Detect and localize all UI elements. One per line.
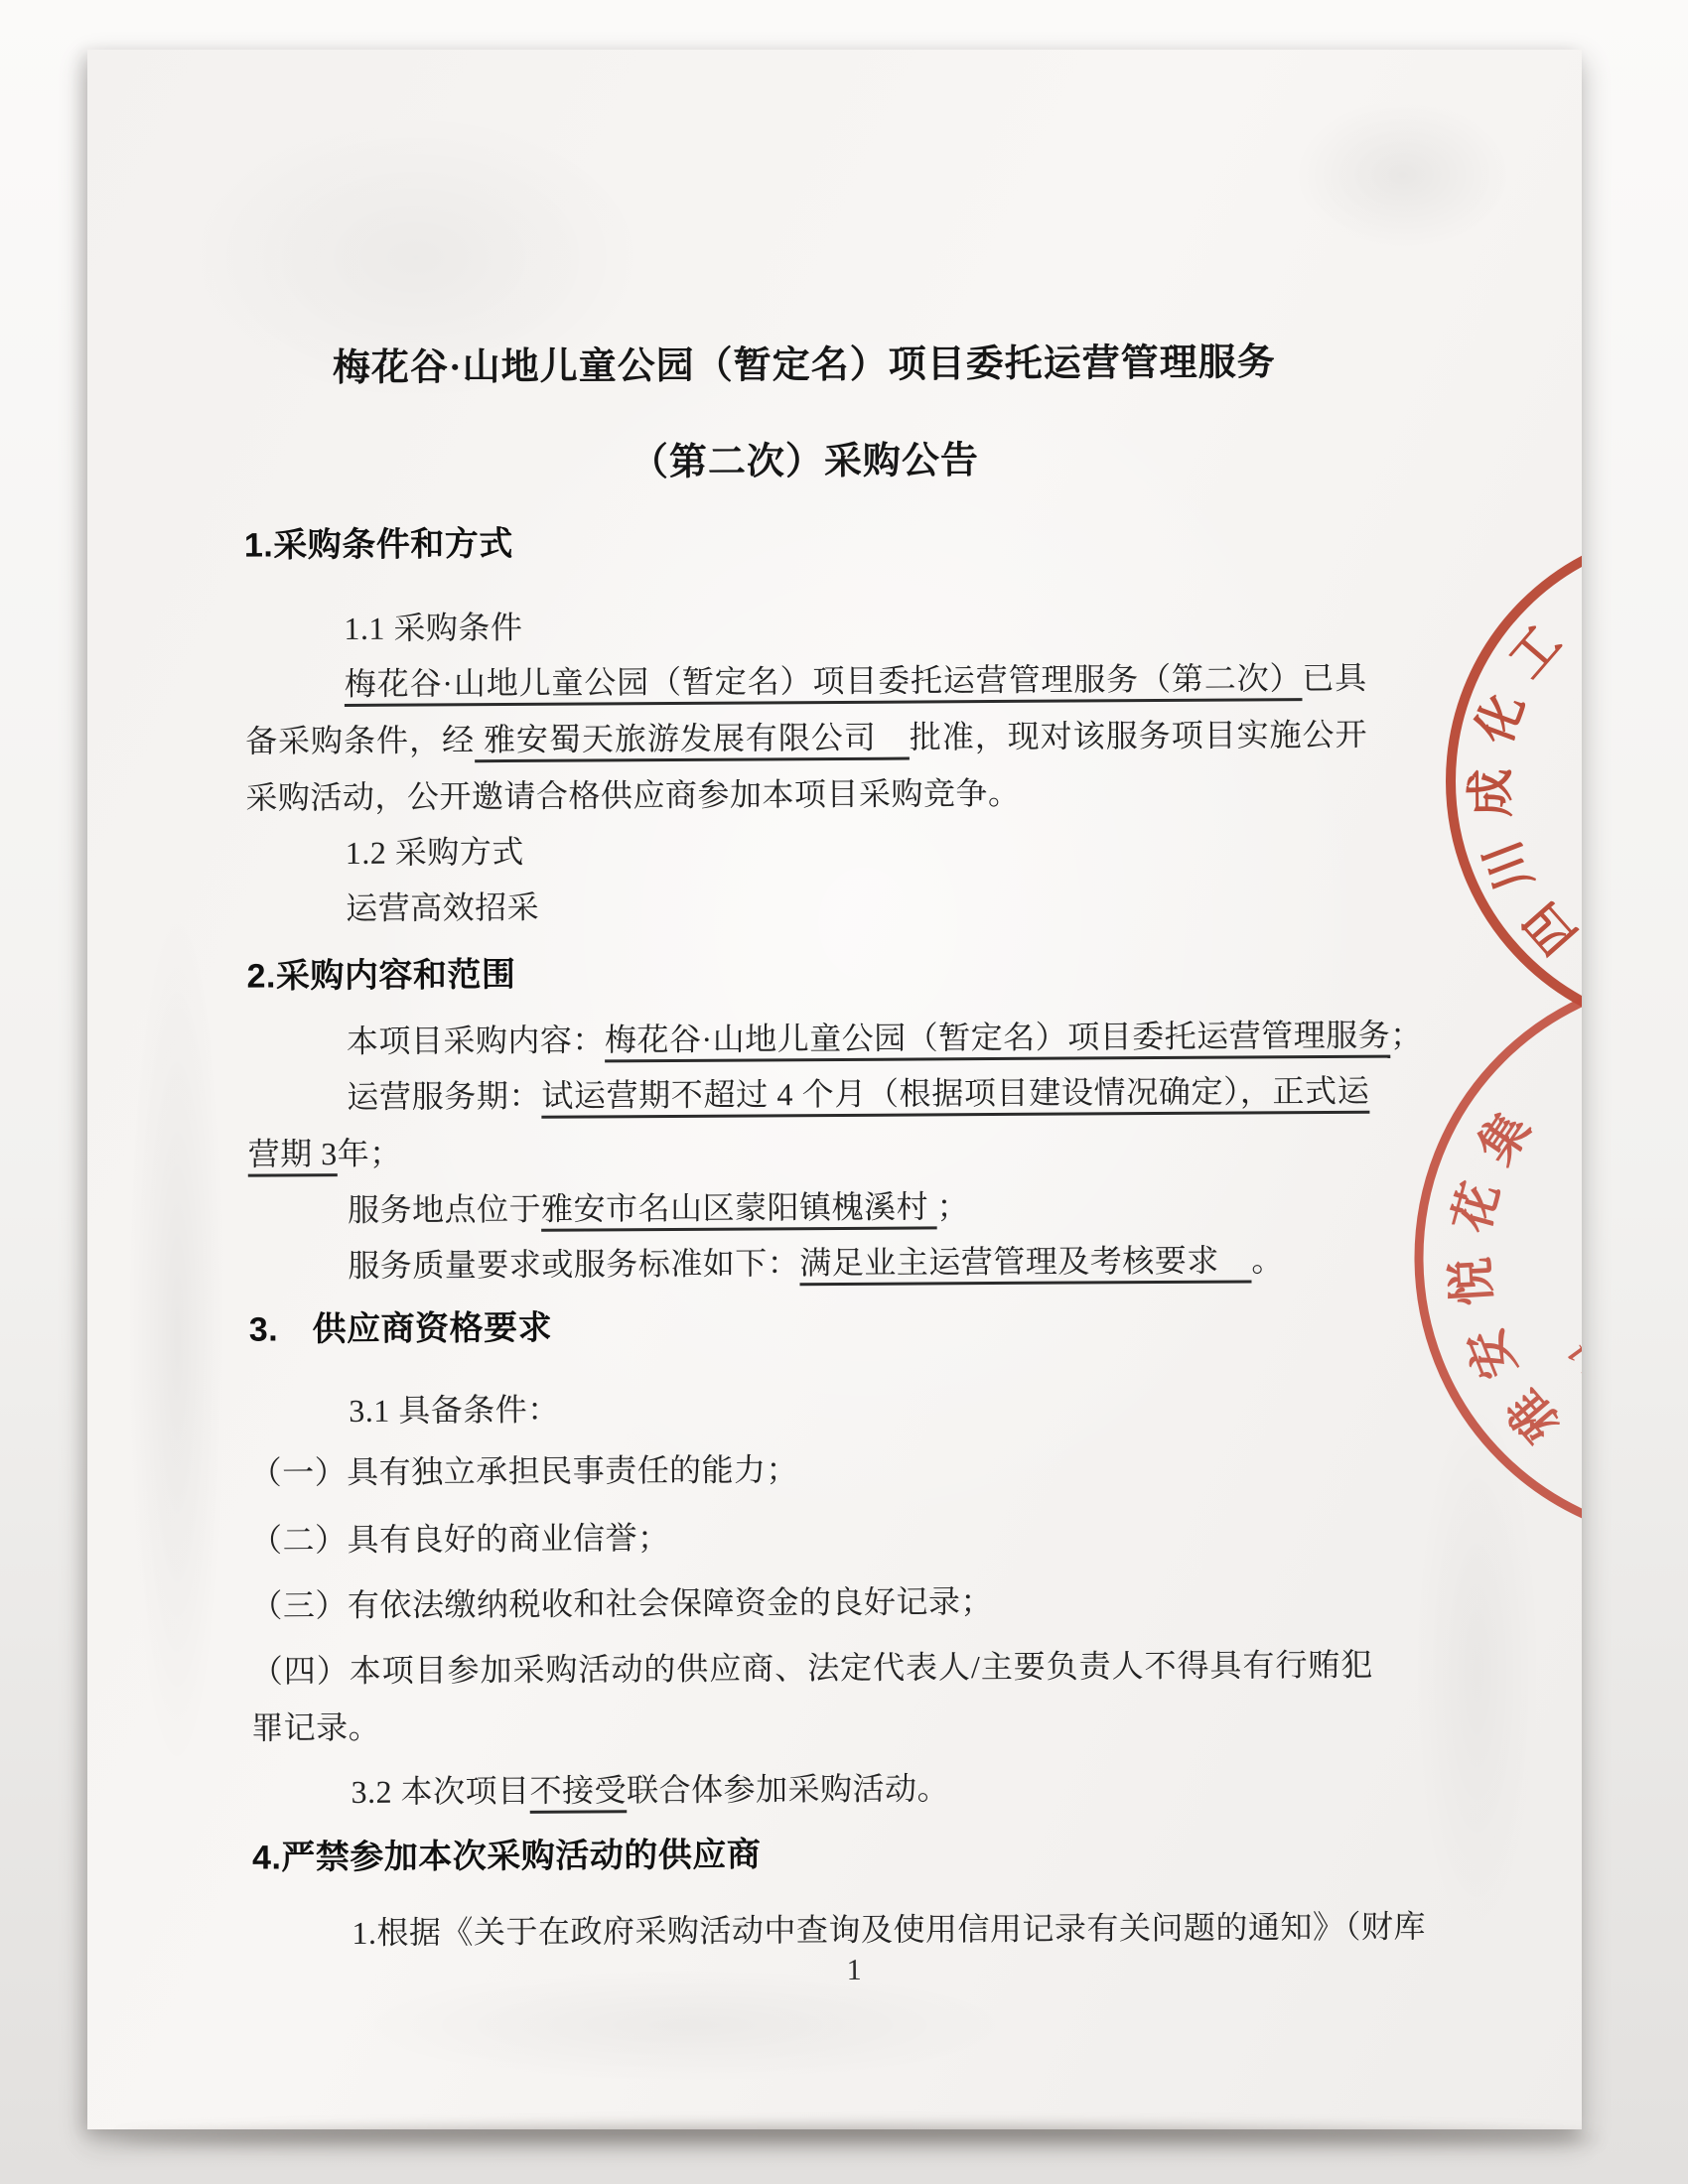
section-3-2-clause (251, 1758, 1373, 1822)
label: 运营服务期： (347, 1077, 542, 1116)
paper-edge-shadow (119, 2126, 1599, 2152)
section-1-1-subheading: 1.1 采购条件 (344, 609, 523, 647)
document-title-line-1: 梅花谷·山地儿童公园（暂定名）项目委托运营管理服务 (332, 341, 1276, 390)
underlined-location-value: 雅安市名山区蒙阳镇槐溪村 (540, 1188, 937, 1227)
label: 本项目采购内容： (346, 1022, 606, 1060)
qualification-item-2: （二）具有良好的商业信誉； (249, 1520, 670, 1559)
seal-credit-code-digits: 511 (1556, 1334, 1619, 1398)
section-2-heading: 2.采购内容和范围 (246, 955, 516, 996)
paragraph-service-location (248, 1176, 1370, 1240)
pre: 3.2 本次项目 (351, 1772, 530, 1810)
section-1-2-subheading: 1.2 采购方式 (345, 833, 524, 872)
tail: ； (1390, 1017, 1423, 1053)
tail: 联合体参加采购活动。 (627, 1770, 950, 1809)
seal-arc-text: 雅安悦花集 (1442, 1085, 1571, 1452)
paragraph-procurement-conditions (245, 650, 1368, 827)
underlined-period-value: 试运营期不超过 4 个月（根据项目建设情况确定），正式运营期 3 (247, 1072, 1370, 1172)
qualification-item-1: （一）具有独立承担民事责任的能力； (249, 1451, 799, 1491)
underlined-content-value: 梅花谷·山地儿童公园（暂定名）项目委托运营管理服务 (604, 1017, 1391, 1058)
section-3-heading: 3. 供应商资格要求 (248, 1308, 553, 1349)
paragraph-credit-record-notice: 1.根据《关于在政府采购活动中查询及使用信用记录有关问题的通知》（财库 (352, 1908, 1427, 1951)
tail: 。 (1251, 1242, 1284, 1279)
underlined-quality-value: 满足业主运营管理及考核要求 (799, 1242, 1252, 1282)
underlined-approver-company: 雅安蜀天旅游发展有限公司 (474, 719, 910, 758)
page-number: 1 (846, 1953, 862, 1986)
underlined-not-accept: 不接受 (529, 1772, 628, 1809)
paragraph-procurement-content (247, 1008, 1423, 1071)
document-page (87, 50, 1619, 2129)
label: 服务地点位于 (347, 1190, 542, 1229)
seal-arc-text: 四川成化工 (1463, 600, 1588, 965)
label: 服务质量要求或服务标准如下： (348, 1245, 800, 1285)
text-mid: 已具备采购条件，经 (245, 659, 1367, 759)
text-tail: 批准，现对该服务项目实施公开采购活动，公开邀请合格供应商参加本项目采购竞争。 (245, 716, 1368, 816)
tail: 年； (337, 1135, 402, 1172)
procurement-method-value: 运营高效招采 (346, 888, 540, 927)
section-1-heading: 1.采购条件和方式 (243, 524, 513, 565)
document-title-line-2: （第二次）采购公告 (630, 440, 980, 484)
paragraph-service-period (247, 1063, 1370, 1183)
paragraph-service-quality (248, 1232, 1370, 1296)
qualification-item-3: （三）有依法缴纳税收和社会保障资金的良好记录； (250, 1583, 994, 1624)
section-3-1-subheading: 3.1 具备条件： (349, 1391, 560, 1429)
underlined-project-name: 梅花谷·山地儿童公园（暂定名）项目委托运营管理服务（第二次） (344, 660, 1303, 703)
section-4-heading: 4.严禁参加本次采购活动的供应商 (251, 1836, 762, 1877)
tail: ； (936, 1188, 970, 1225)
qualification-item-4: （四）本项目参加采购活动的供应商、法定代表人/主要负责人不得具有行贿犯罪记录。 (250, 1646, 1373, 1746)
